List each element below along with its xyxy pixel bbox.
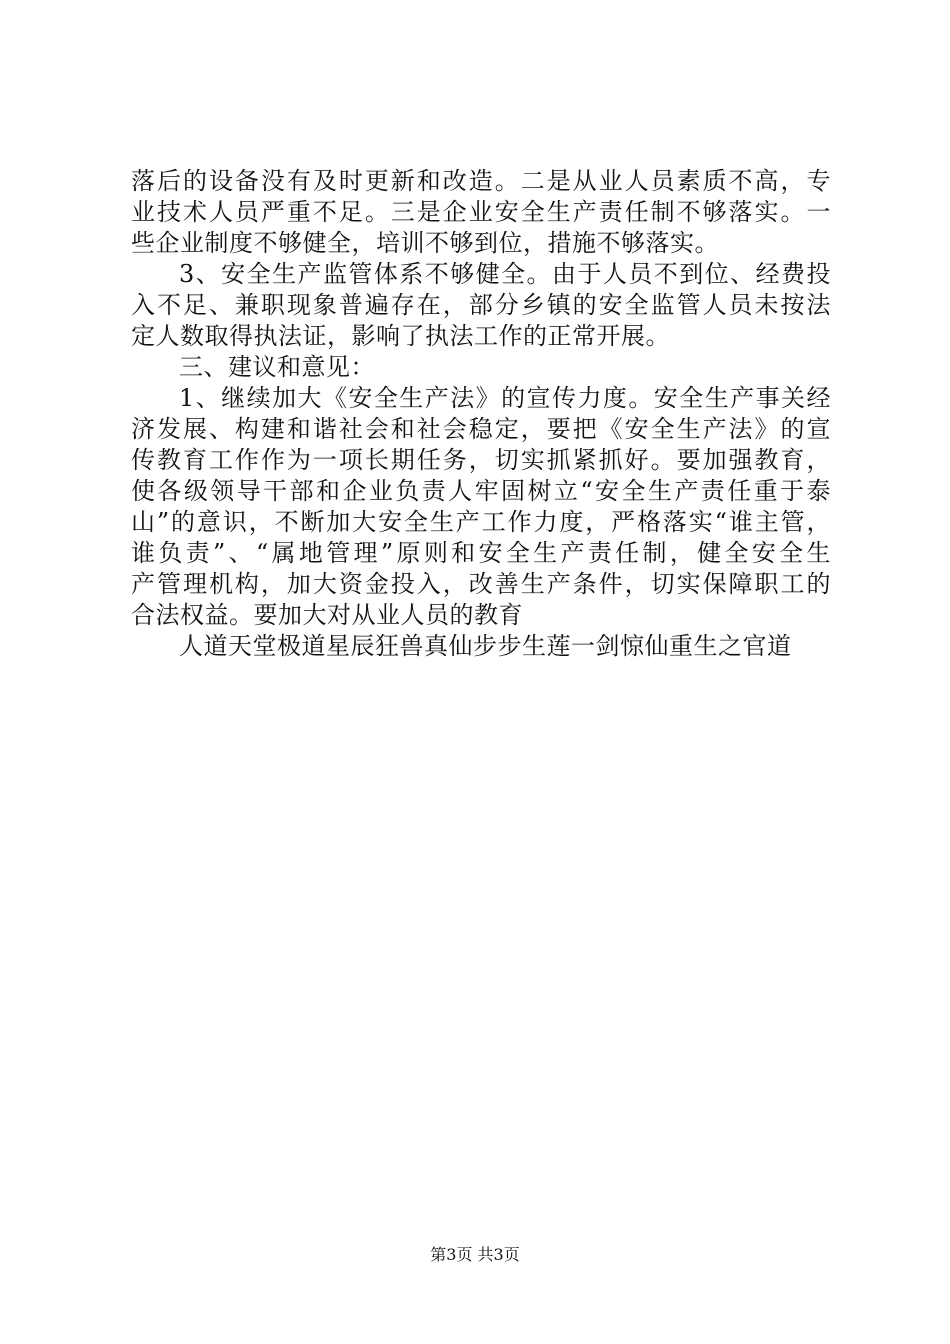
text-line-10: 传教育工作作为一项长期任务，切实抓紧抓好。要加强教育， xyxy=(131,446,831,474)
text-line-8: 1、继续加大《安全生产法》的宣传力度。安全生产事关经 xyxy=(179,384,831,412)
text-line-11: 使各级领导干部和企业负责人牢固树立“安全生产责任重于泰 xyxy=(131,477,831,505)
text-line-2: 业技术人员严重不足。三是企业安全生产责任制不够落实。一 xyxy=(131,198,831,226)
text-line-4: 3、安全生产监管体系不够健全。由于人员不到位、经费投 xyxy=(179,260,831,288)
section-heading: 三、建议和意见： xyxy=(179,353,375,381)
text-line-3: 些企业制度不够健全，培训不够到位，措施不够落实。 xyxy=(131,229,719,257)
text-line-13: 谁负责”、“属地管理”原则和安全生产责任制，健全安全生 xyxy=(131,539,831,567)
text-line-15: 合法权益。要加大对从业人员的教育 xyxy=(131,601,523,629)
text-line-5: 入不足、兼职现象普遍存在，部分乡镇的安全监管人员未按法 xyxy=(131,291,831,319)
text-line-12: 山”的意识，不断加大安全生产工作力度，严格落实“谁主管， xyxy=(131,508,831,536)
page-footer: 第3页 共3页 xyxy=(430,1245,520,1264)
text-line-9: 济发展、构建和谐社会和社会稳定，要把《安全生产法》的宣 xyxy=(131,415,831,443)
text-line-14: 产管理机构，加大资金投入，改善生产条件，切实保障职工的 xyxy=(131,570,831,598)
text-line-1: 落后的设备没有及时更新和改造。二是从业人员素质不高，专 xyxy=(131,167,831,195)
body-text xyxy=(131,166,831,662)
text-line-6: 定人数取得执法证，影响了执法工作的正常开展。 xyxy=(131,322,670,350)
text-line-16: 人道天堂极道星辰狂兽真仙步步生莲一剑惊仙重生之官道 xyxy=(179,632,792,660)
